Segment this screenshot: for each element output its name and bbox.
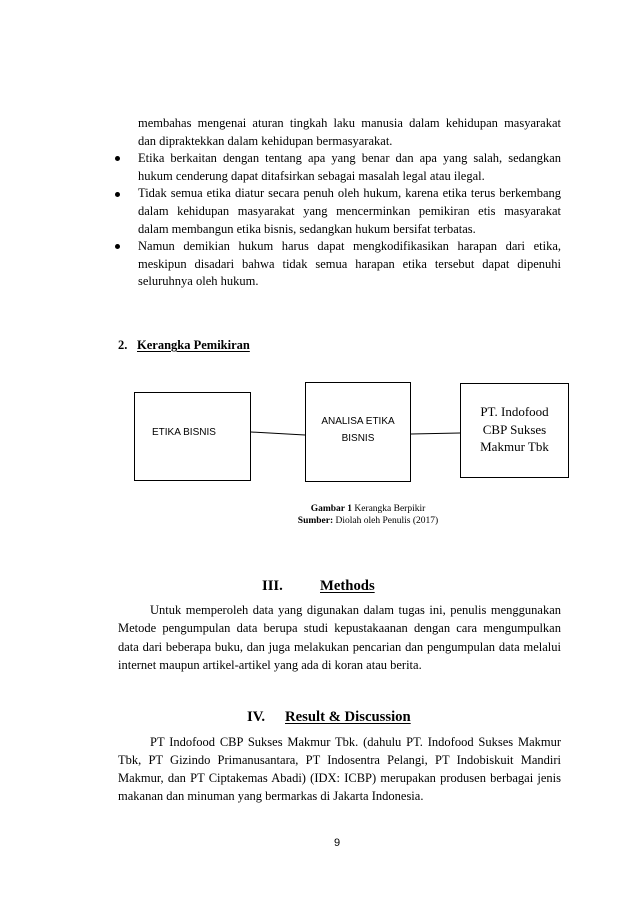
section-title: Kerangka Pemikiran [137, 338, 250, 352]
bullet-item [138, 238, 561, 291]
text-line: internet maupun artikel-artikel yang ada di koran atau berita. [118, 657, 422, 672]
caption-title-line [218, 503, 518, 515]
diagram-box-etika-bisnis [134, 392, 251, 481]
diagram-box-label: BISNIS [341, 432, 375, 444]
section-title: Methods [320, 578, 375, 594]
text-line: meskipun disadari bahwa tidak semua harapan etika tersebut dapat dipenuhi [138, 256, 561, 271]
diagram-box-label: Makmur Tbk [480, 439, 549, 455]
text-line: Etika berkaitan dengan tentang apa yang benar dan apa yang salah, sedangkan [138, 151, 561, 166]
section-number: IV. [247, 709, 266, 725]
text-line: Tbk, PT Gizindo Primanusantara, PT Indosentra Pelangi, PT Indobiskuit Mandiri [118, 753, 561, 767]
section-title: Result & Discussion [285, 709, 411, 725]
bullet-icon [115, 192, 120, 197]
section-number: III. [262, 578, 283, 594]
text-line: seluruhnya oleh hukum. [138, 274, 259, 289]
text-line: dalam kehidupan masyarakat yang mencerminkan pemikiran etis masyarakat [138, 203, 561, 218]
diagram-box-label: ANALISA ETIKA [321, 415, 395, 427]
text-line: dan dipraktekkan dalam kehidupan bermasyarakat. [138, 133, 393, 148]
section-heading [118, 336, 250, 354]
diagram-box-label: PT. Indofood [480, 404, 549, 420]
page-number: 9 [333, 837, 341, 849]
bullet-item [138, 185, 561, 238]
caption-source-line [218, 515, 518, 527]
caption-text: Kerangka Berpikir [354, 504, 426, 514]
diagram-box-company [460, 383, 569, 478]
connector-line [251, 432, 305, 435]
text-line: Tidak semua etika diatur secara penuh oleh hukum, karena etika terus berkembang [138, 186, 561, 201]
section-number: 2. [118, 338, 128, 352]
text-line: PT Indofood CBP Sukses Makmur Tbk. (dahulu PT. Indofood Sukses Makmur [150, 735, 561, 749]
text-line: Untuk memperoleh data yang digunakan dalam tugas ini, penulis menggunakan [150, 603, 561, 617]
text-line: Namun demikian hukum harus dapat mengkodifikasikan harapan dari etika, [138, 239, 561, 254]
bullet-item [138, 150, 561, 185]
caption-label: Gambar 1 [310, 504, 352, 514]
paragraph [118, 601, 561, 674]
connector-line [411, 433, 460, 434]
text-line: Makmur, dan PT Ciptakemas Abadi) (IDX: ICBP) merupakan produsen berbagai jenis [118, 771, 561, 785]
diagram-connectors [245, 420, 465, 450]
bullet-list [138, 115, 561, 291]
bullet-icon [115, 156, 120, 161]
paragraph [118, 733, 561, 805]
text-line: dalam membangun etika bisnis, sedangkan hukum bersifat terbatas. [138, 221, 476, 236]
section-heading [247, 707, 411, 727]
figure-caption [218, 503, 518, 527]
caption-source-text: Diolah oleh Penulis (2017) [335, 516, 439, 526]
caption-source-label: Sumber: [297, 516, 334, 526]
text-line: Metode pengumpulan data berupa studi kepustakaanan dengan cara mengumpulkan [118, 621, 561, 636]
bullet-icon [115, 244, 120, 249]
text-line: membahas mengenai aturan tingkah laku manusia dalam kehidupan masyarakat [138, 116, 561, 130]
diagram-box-label: ETIKA BISNIS [152, 426, 216, 438]
text-line: hukum cenderung dapat ditafsirkan sebagai masalah legal atau ilegal. [138, 168, 485, 183]
text-line: data dari beberapa buku, dan juga melakukan pencarian dan pengumpulan data melalui [118, 639, 561, 654]
text-line: makanan dan minuman yang bermarkas di Jakarta Indonesia. [118, 789, 424, 803]
diagram-box-label: CBP Sukses [482, 421, 547, 437]
section-heading [262, 576, 375, 596]
